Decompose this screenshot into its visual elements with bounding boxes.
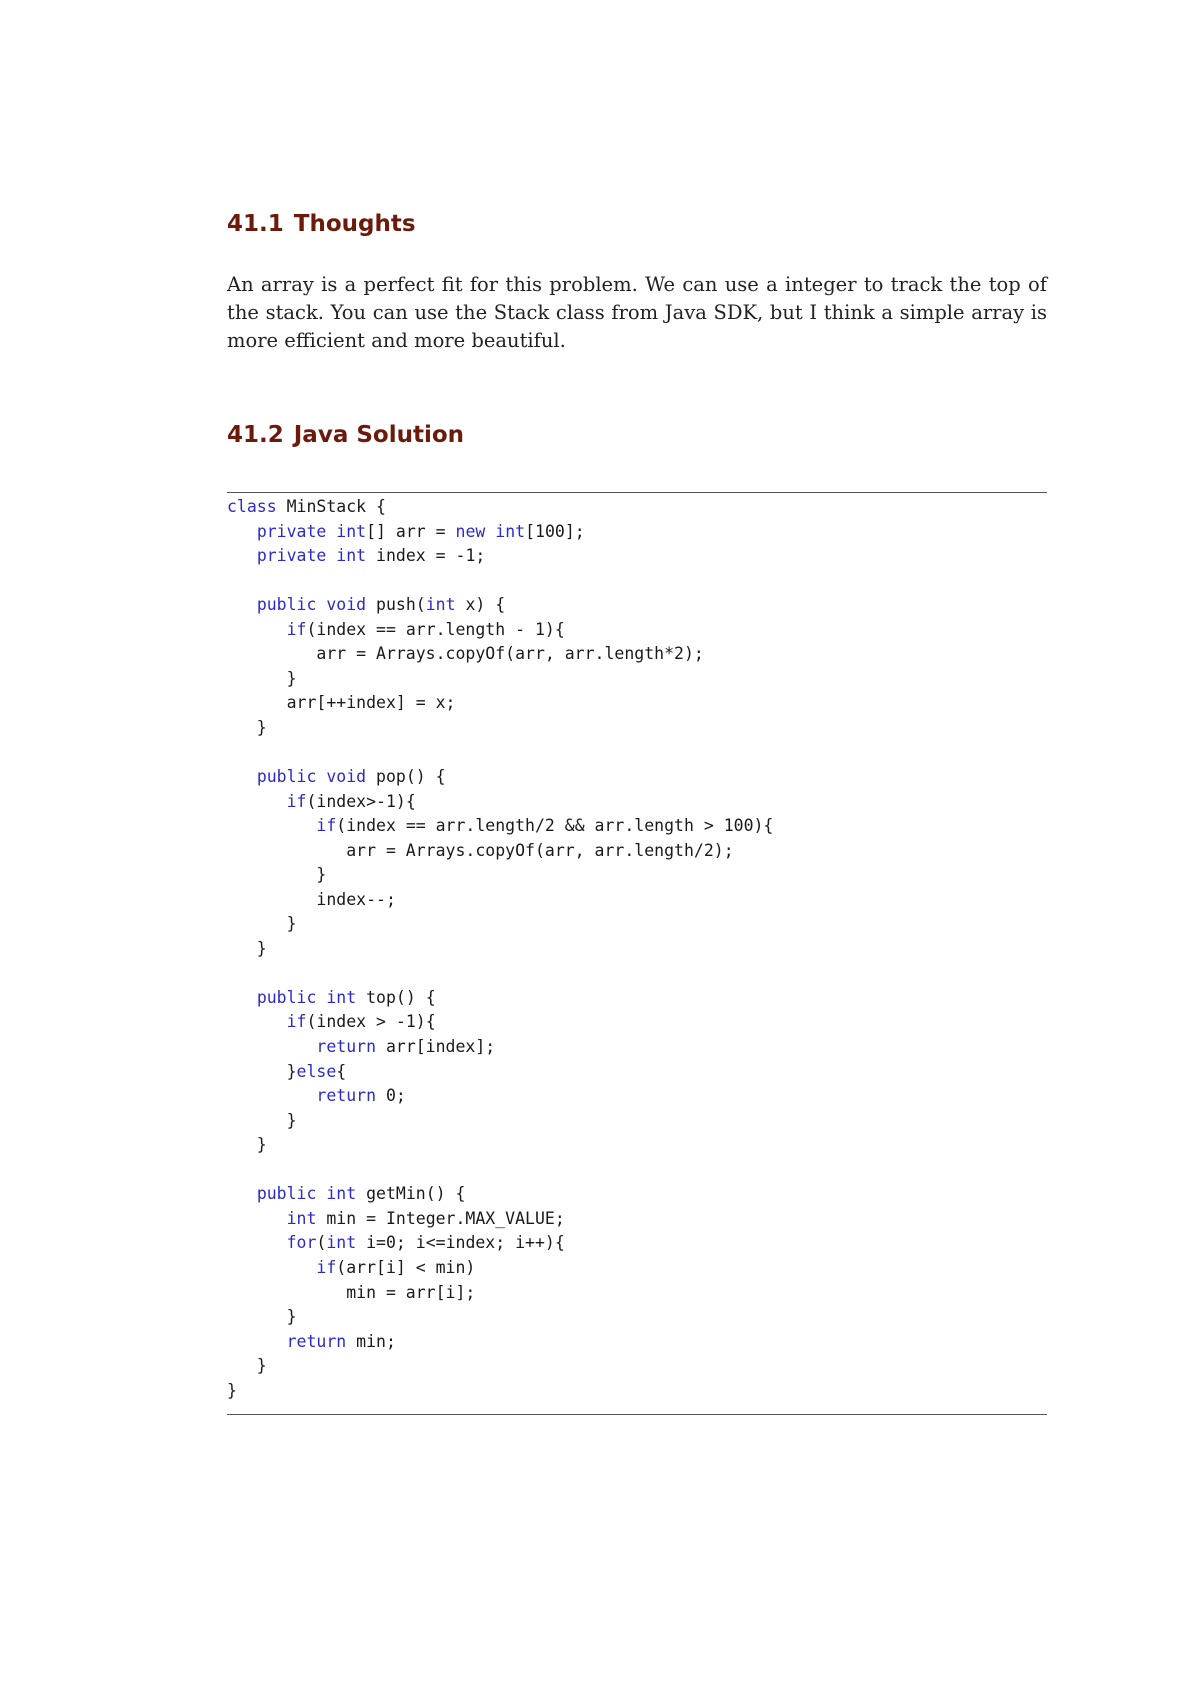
code-line — [227, 1010, 1047, 1035]
code-line — [227, 691, 1047, 716]
code-line — [227, 814, 1047, 839]
code-line — [227, 495, 1047, 520]
code-text — [316, 1184, 326, 1203]
code-text — [326, 546, 336, 565]
code-line — [227, 1182, 1047, 1207]
code-text: arr = Arrays.copyOf(arr, arr.length*2); — [227, 644, 704, 664]
code-line — [227, 1084, 1047, 1109]
code-keyword: for — [286, 1233, 317, 1253]
code-text — [227, 1086, 316, 1105]
code-line — [227, 667, 1047, 692]
code-text: } — [227, 1356, 267, 1376]
code-keyword: if — [316, 1257, 337, 1277]
code-text — [227, 767, 257, 786]
code-text — [227, 595, 257, 614]
code-text: } — [227, 1307, 297, 1327]
section-number: 41.2 — [227, 422, 284, 448]
code-text: min = Integer.MAX_VALUE; — [316, 1208, 565, 1228]
code-text: (index == arr.length/2 && arr.length > 100){ — [336, 816, 774, 836]
code-keyword: int — [336, 521, 367, 541]
code-keyword: void — [326, 767, 367, 787]
code-text: [] arr = — [366, 521, 456, 541]
code-keyword: public — [256, 987, 317, 1007]
code-text: x) { — [455, 595, 506, 615]
code-line — [227, 1060, 1047, 1085]
code-line — [227, 986, 1047, 1011]
code-block — [227, 495, 1047, 1403]
code-block-bottom-rule — [227, 1414, 1047, 1415]
code-text: } — [227, 1061, 297, 1081]
code-text: index = -1; — [366, 546, 486, 566]
code-line — [227, 1207, 1047, 1232]
code-text: push( — [366, 595, 426, 615]
code-text: } — [227, 668, 297, 688]
code-line — [227, 1035, 1047, 1060]
code-text — [227, 988, 257, 1007]
code-keyword: public — [256, 595, 317, 615]
code-keyword: return — [316, 1037, 377, 1057]
code-text — [326, 522, 336, 541]
code-line — [227, 1330, 1047, 1355]
code-keyword: public — [256, 1184, 317, 1204]
code-text: } — [227, 1135, 267, 1155]
code-text — [227, 816, 316, 835]
code-keyword: int — [286, 1208, 317, 1228]
code-text — [227, 1184, 257, 1203]
code-keyword: void — [326, 595, 367, 615]
code-line — [227, 1379, 1047, 1404]
code-text: arr[++index] = x; — [227, 693, 456, 713]
code-text — [227, 620, 287, 639]
code-block-top-rule — [227, 492, 1047, 493]
code-text: i=0; i<=index; i++){ — [356, 1233, 565, 1253]
code-text: (index > -1){ — [306, 1012, 436, 1032]
code-line — [227, 1231, 1047, 1256]
code-line — [227, 520, 1047, 545]
code-text: (index>-1){ — [306, 791, 416, 811]
code-keyword: else — [296, 1061, 337, 1081]
section-number: 41.1 — [227, 211, 284, 237]
code-text: min; — [346, 1331, 396, 1351]
code-keyword: if — [316, 816, 337, 836]
code-text: arr = Arrays.copyOf(arr, arr.length/2); — [227, 840, 734, 860]
code-line — [227, 1305, 1047, 1330]
code-line — [227, 790, 1047, 815]
code-text — [227, 1258, 316, 1277]
code-text — [227, 546, 257, 565]
code-keyword: int — [326, 987, 357, 1007]
code-text — [227, 1012, 287, 1031]
code-line — [227, 716, 1047, 741]
section-heading-java-solution — [227, 422, 464, 448]
code-line — [227, 839, 1047, 864]
code-text: [100]; — [525, 521, 585, 541]
code-text — [227, 1037, 316, 1056]
code-keyword: int — [326, 1233, 357, 1253]
code-text: ( — [316, 1233, 327, 1253]
code-keyword: if — [286, 1012, 307, 1032]
code-text: } — [227, 1110, 297, 1130]
code-keyword: return — [316, 1086, 377, 1106]
code-line — [227, 912, 1047, 937]
code-line — [227, 618, 1047, 643]
code-text: } — [227, 914, 297, 934]
code-keyword: class — [227, 497, 277, 516]
code-keyword: private — [256, 521, 327, 541]
code-text — [227, 1209, 287, 1228]
code-keyword: int — [326, 1184, 357, 1204]
code-text — [485, 522, 495, 541]
code-line — [227, 937, 1047, 962]
code-text: top() { — [356, 987, 436, 1007]
code-line — [227, 1281, 1047, 1306]
code-keyword: int — [495, 521, 526, 541]
code-keyword: new — [455, 521, 486, 541]
code-text: } — [227, 865, 327, 885]
code-line — [227, 888, 1047, 913]
code-line — [227, 740, 1047, 765]
code-text: min = arr[i]; — [227, 1282, 476, 1302]
code-text: } — [227, 717, 267, 737]
code-line — [227, 569, 1047, 594]
thoughts-paragraph: An array is a perfect fit for this problem. We can use a integer to track the top of the stack. You can use the Stack class from Java SDK, but I think a simple array is more efficient and more beautiful. — [227, 273, 1047, 352]
code-line — [227, 765, 1047, 790]
code-line — [227, 642, 1047, 667]
section-heading-thoughts — [227, 211, 416, 237]
code-text — [316, 767, 326, 786]
code-text: pop() { — [366, 767, 446, 787]
code-text: arr[index]; — [376, 1037, 496, 1057]
code-keyword: return — [286, 1331, 347, 1351]
code-text: index--; — [227, 889, 396, 909]
code-text: MinStack { — [276, 497, 386, 516]
code-text — [316, 988, 326, 1007]
code-text — [227, 1233, 287, 1252]
code-line — [227, 1109, 1047, 1134]
section-title: Java Solution — [293, 422, 465, 448]
code-line — [227, 1133, 1047, 1158]
code-keyword: if — [286, 619, 307, 639]
code-line — [227, 593, 1047, 618]
code-keyword: int — [425, 595, 456, 615]
code-line — [227, 1158, 1047, 1183]
code-keyword: public — [256, 767, 317, 787]
code-text: { — [336, 1061, 347, 1081]
code-line — [227, 1256, 1047, 1281]
section-title: Thoughts — [293, 211, 416, 237]
code-line — [227, 863, 1047, 888]
code-line — [227, 961, 1047, 986]
code-line — [227, 544, 1047, 569]
code-line — [227, 1354, 1047, 1379]
code-text — [227, 1332, 287, 1351]
code-text: 0; — [376, 1086, 406, 1106]
code-text: (arr[i] < min) — [336, 1257, 476, 1277]
code-text: (index == arr.length - 1){ — [306, 619, 565, 639]
code-text — [227, 522, 257, 541]
code-text — [227, 792, 287, 811]
code-text: } — [227, 1380, 237, 1400]
code-keyword: private — [256, 546, 327, 566]
code-text — [316, 595, 326, 614]
code-keyword: int — [336, 546, 367, 566]
code-text: } — [227, 938, 267, 958]
code-keyword: if — [286, 791, 307, 811]
code-text: getMin() { — [356, 1184, 466, 1204]
